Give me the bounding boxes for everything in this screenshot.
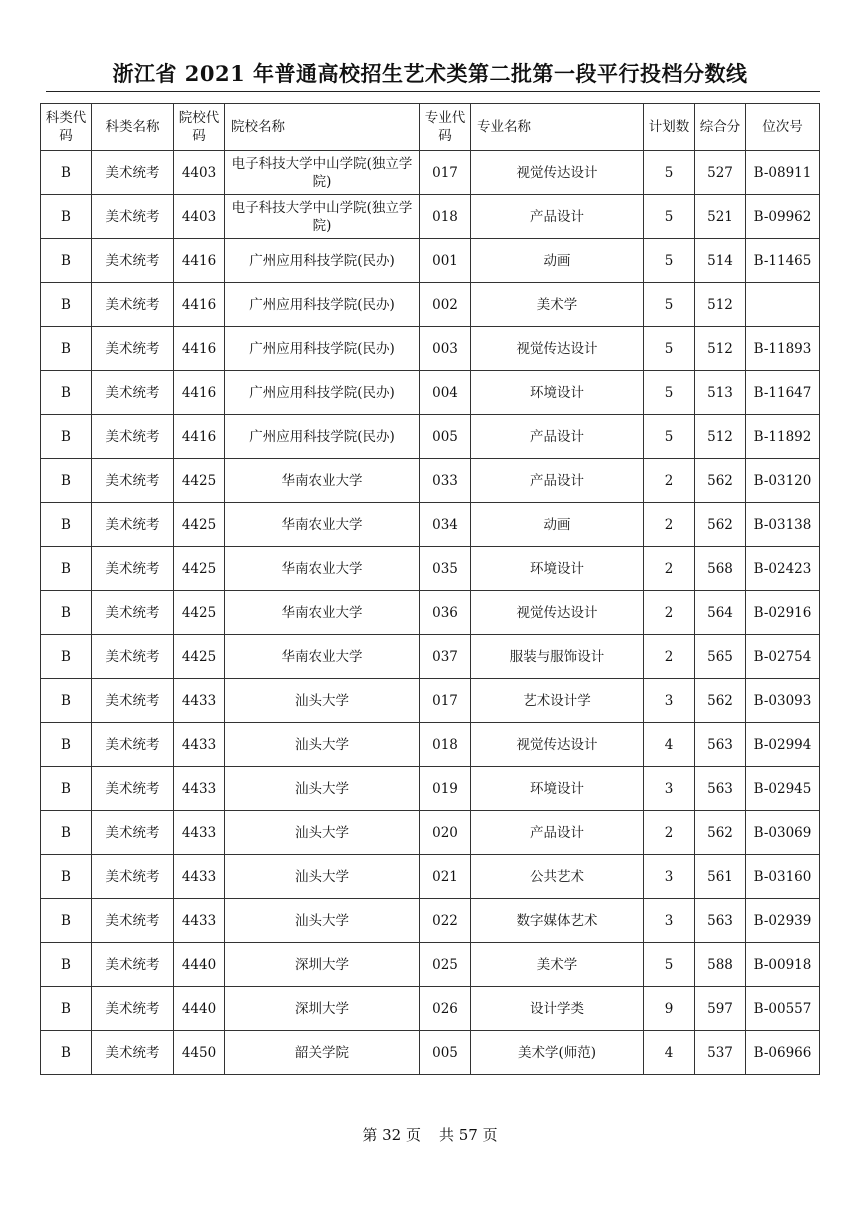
cell-school-name: 华南农业大学 bbox=[225, 459, 420, 503]
cell-major-code: 021 bbox=[420, 855, 471, 899]
cell-major-name: 艺术设计学 bbox=[471, 679, 644, 723]
cell-subject-code: B bbox=[41, 723, 92, 767]
cell-subject-code: B bbox=[41, 195, 92, 239]
cell-subject-name: 美术统考 bbox=[92, 591, 174, 635]
cell-school-name: 广州应用科技学院(民办) bbox=[225, 415, 420, 459]
page-number: 第 32 页 bbox=[362, 1126, 421, 1144]
page-total: 共 57 页 bbox=[439, 1126, 498, 1144]
table-row bbox=[41, 195, 820, 239]
cell-major-name: 产品设计 bbox=[471, 459, 644, 503]
cell-score: 562 bbox=[695, 503, 746, 547]
cell-major-name: 动画 bbox=[471, 239, 644, 283]
cell-plan: 5 bbox=[644, 283, 695, 327]
cell-plan: 3 bbox=[644, 855, 695, 899]
cell-subject-code: B bbox=[41, 767, 92, 811]
cell-subject-name: 美术统考 bbox=[92, 195, 174, 239]
cell-school-name: 广州应用科技学院(民办) bbox=[225, 371, 420, 415]
cell-major-code: 004 bbox=[420, 371, 471, 415]
header-score: 综合分 bbox=[695, 104, 746, 151]
table-row bbox=[41, 987, 820, 1031]
cell-school-code: 4425 bbox=[174, 459, 225, 503]
cell-subject-name: 美术统考 bbox=[92, 855, 174, 899]
cell-score: 512 bbox=[695, 415, 746, 459]
cell-major-name: 美术学 bbox=[471, 943, 644, 987]
cell-rank: B-08911 bbox=[746, 151, 820, 195]
table-body bbox=[41, 151, 820, 1075]
cell-major-name: 美术学 bbox=[471, 283, 644, 327]
cell-plan: 2 bbox=[644, 811, 695, 855]
cell-rank: B-09962 bbox=[746, 195, 820, 239]
page-title: 浙江省 2021 年普通高校招生艺术类第二批第一段平行投档分数线 bbox=[112, 61, 748, 86]
cell-major-name: 视觉传达设计 bbox=[471, 327, 644, 371]
cell-subject-code: B bbox=[41, 547, 92, 591]
header-subject-name: 科类名称 bbox=[92, 104, 174, 151]
table-row bbox=[41, 415, 820, 459]
cell-subject-code: B bbox=[41, 239, 92, 283]
cell-school-name: 深圳大学 bbox=[225, 943, 420, 987]
cell-plan: 3 bbox=[644, 679, 695, 723]
cell-rank: B-02754 bbox=[746, 635, 820, 679]
cell-plan: 2 bbox=[644, 591, 695, 635]
table-row bbox=[41, 1031, 820, 1075]
cell-major-name: 视觉传达设计 bbox=[471, 591, 644, 635]
cell-rank bbox=[746, 283, 820, 327]
header-major-code: 专业代码 bbox=[420, 104, 471, 151]
cell-rank: B-11893 bbox=[746, 327, 820, 371]
cell-plan: 5 bbox=[644, 239, 695, 283]
cell-school-code: 4416 bbox=[174, 239, 225, 283]
cell-plan: 5 bbox=[644, 371, 695, 415]
cell-subject-name: 美术统考 bbox=[92, 635, 174, 679]
cell-score: 562 bbox=[695, 811, 746, 855]
cell-rank: B-06966 bbox=[746, 1031, 820, 1075]
cell-rank: B-03160 bbox=[746, 855, 820, 899]
header-subject-code: 科类代码 bbox=[41, 104, 92, 151]
cell-plan: 5 bbox=[644, 151, 695, 195]
cell-school-code: 4425 bbox=[174, 591, 225, 635]
cell-school-name: 电子科技大学中山学院(独立学院) bbox=[225, 195, 420, 239]
table-row bbox=[41, 151, 820, 195]
cell-score: 514 bbox=[695, 239, 746, 283]
cell-rank: B-03138 bbox=[746, 503, 820, 547]
table-row bbox=[41, 591, 820, 635]
table-row bbox=[41, 723, 820, 767]
cell-plan: 5 bbox=[644, 327, 695, 371]
cell-rank: B-02916 bbox=[746, 591, 820, 635]
cell-subject-name: 美术统考 bbox=[92, 239, 174, 283]
cell-subject-code: B bbox=[41, 459, 92, 503]
cell-subject-code: B bbox=[41, 987, 92, 1031]
cell-major-code: 020 bbox=[420, 811, 471, 855]
cell-major-code: 037 bbox=[420, 635, 471, 679]
cell-major-code: 033 bbox=[420, 459, 471, 503]
cell-school-code: 4440 bbox=[174, 987, 225, 1031]
cell-school-code: 4433 bbox=[174, 679, 225, 723]
cell-score: 563 bbox=[695, 723, 746, 767]
table-row bbox=[41, 371, 820, 415]
header-school-code: 院校代码 bbox=[174, 104, 225, 151]
cell-score: 588 bbox=[695, 943, 746, 987]
score-table bbox=[40, 103, 820, 1075]
table-row bbox=[41, 239, 820, 283]
cell-subject-code: B bbox=[41, 415, 92, 459]
cell-major-code: 005 bbox=[420, 1031, 471, 1075]
cell-major-code: 019 bbox=[420, 767, 471, 811]
cell-rank: B-02945 bbox=[746, 767, 820, 811]
cell-school-code: 4425 bbox=[174, 503, 225, 547]
cell-school-name: 汕头大学 bbox=[225, 899, 420, 943]
cell-score: 562 bbox=[695, 459, 746, 503]
cell-school-code: 4416 bbox=[174, 283, 225, 327]
cell-score: 513 bbox=[695, 371, 746, 415]
cell-subject-name: 美术统考 bbox=[92, 283, 174, 327]
table-row bbox=[41, 547, 820, 591]
cell-major-code: 018 bbox=[420, 723, 471, 767]
table-row bbox=[41, 855, 820, 899]
cell-plan: 3 bbox=[644, 767, 695, 811]
cell-subject-code: B bbox=[41, 327, 92, 371]
cell-subject-name: 美术统考 bbox=[92, 327, 174, 371]
cell-subject-code: B bbox=[41, 283, 92, 327]
cell-school-name: 电子科技大学中山学院(独立学院) bbox=[225, 151, 420, 195]
table-row bbox=[41, 635, 820, 679]
cell-rank: B-00557 bbox=[746, 987, 820, 1031]
cell-school-name: 汕头大学 bbox=[225, 855, 420, 899]
cell-major-name: 环境设计 bbox=[471, 371, 644, 415]
cell-score: 527 bbox=[695, 151, 746, 195]
cell-rank: B-11892 bbox=[746, 415, 820, 459]
cell-subject-name: 美术统考 bbox=[92, 415, 174, 459]
table-row bbox=[41, 459, 820, 503]
cell-school-code: 4433 bbox=[174, 855, 225, 899]
cell-major-code: 005 bbox=[420, 415, 471, 459]
cell-subject-code: B bbox=[41, 371, 92, 415]
cell-major-code: 002 bbox=[420, 283, 471, 327]
cell-subject-code: B bbox=[41, 151, 92, 195]
cell-plan: 4 bbox=[644, 1031, 695, 1075]
cell-rank: B-02994 bbox=[746, 723, 820, 767]
cell-plan: 2 bbox=[644, 459, 695, 503]
cell-school-code: 4433 bbox=[174, 767, 225, 811]
cell-school-code: 4416 bbox=[174, 371, 225, 415]
cell-rank: B-02423 bbox=[746, 547, 820, 591]
cell-plan: 4 bbox=[644, 723, 695, 767]
cell-subject-code: B bbox=[41, 811, 92, 855]
cell-major-code: 001 bbox=[420, 239, 471, 283]
cell-rank: B-03069 bbox=[746, 811, 820, 855]
cell-major-name: 产品设计 bbox=[471, 811, 644, 855]
cell-rank: B-03120 bbox=[746, 459, 820, 503]
cell-rank: B-11465 bbox=[746, 239, 820, 283]
cell-subject-name: 美术统考 bbox=[92, 987, 174, 1031]
cell-major-name: 服装与服饰设计 bbox=[471, 635, 644, 679]
cell-school-name: 华南农业大学 bbox=[225, 503, 420, 547]
cell-subject-code: B bbox=[41, 503, 92, 547]
cell-major-code: 036 bbox=[420, 591, 471, 635]
cell-school-code: 4440 bbox=[174, 943, 225, 987]
cell-score: 521 bbox=[695, 195, 746, 239]
cell-rank: B-00918 bbox=[746, 943, 820, 987]
table-row bbox=[41, 943, 820, 987]
cell-subject-code: B bbox=[41, 635, 92, 679]
cell-major-code: 026 bbox=[420, 987, 471, 1031]
title-divider bbox=[46, 91, 820, 92]
cell-major-name: 环境设计 bbox=[471, 547, 644, 591]
page-footer bbox=[0, 1124, 860, 1145]
cell-subject-name: 美术统考 bbox=[92, 811, 174, 855]
cell-major-name: 环境设计 bbox=[471, 767, 644, 811]
cell-major-code: 017 bbox=[420, 151, 471, 195]
cell-subject-code: B bbox=[41, 943, 92, 987]
cell-score: 564 bbox=[695, 591, 746, 635]
table-row bbox=[41, 767, 820, 811]
cell-score: 563 bbox=[695, 767, 746, 811]
cell-school-code: 4416 bbox=[174, 327, 225, 371]
cell-school-code: 4403 bbox=[174, 151, 225, 195]
cell-plan: 9 bbox=[644, 987, 695, 1031]
cell-school-code: 4425 bbox=[174, 635, 225, 679]
cell-rank: B-03093 bbox=[746, 679, 820, 723]
cell-rank: B-11647 bbox=[746, 371, 820, 415]
cell-subject-code: B bbox=[41, 855, 92, 899]
cell-school-name: 深圳大学 bbox=[225, 987, 420, 1031]
cell-subject-name: 美术统考 bbox=[92, 151, 174, 195]
cell-plan: 5 bbox=[644, 943, 695, 987]
cell-major-code: 034 bbox=[420, 503, 471, 547]
cell-plan: 2 bbox=[644, 503, 695, 547]
cell-school-code: 4433 bbox=[174, 811, 225, 855]
cell-major-code: 022 bbox=[420, 899, 471, 943]
header-rank: 位次号 bbox=[746, 104, 820, 151]
cell-school-name: 汕头大学 bbox=[225, 811, 420, 855]
cell-score: 597 bbox=[695, 987, 746, 1031]
header-school-name: 院校名称 bbox=[225, 104, 420, 151]
cell-major-code: 035 bbox=[420, 547, 471, 591]
cell-school-code: 4403 bbox=[174, 195, 225, 239]
cell-subject-name: 美术统考 bbox=[92, 767, 174, 811]
cell-score: 565 bbox=[695, 635, 746, 679]
cell-subject-name: 美术统考 bbox=[92, 503, 174, 547]
cell-school-name: 广州应用科技学院(民办) bbox=[225, 327, 420, 371]
cell-major-name: 动画 bbox=[471, 503, 644, 547]
header-plan: 计划数 bbox=[644, 104, 695, 151]
cell-score: 512 bbox=[695, 327, 746, 371]
cell-school-name: 韶关学院 bbox=[225, 1031, 420, 1075]
cell-score: 537 bbox=[695, 1031, 746, 1075]
cell-school-name: 华南农业大学 bbox=[225, 635, 420, 679]
cell-major-name: 公共艺术 bbox=[471, 855, 644, 899]
cell-plan: 2 bbox=[644, 547, 695, 591]
cell-score: 512 bbox=[695, 283, 746, 327]
cell-major-name: 美术学(师范) bbox=[471, 1031, 644, 1075]
cell-school-code: 4433 bbox=[174, 899, 225, 943]
cell-subject-name: 美术统考 bbox=[92, 943, 174, 987]
cell-plan: 5 bbox=[644, 415, 695, 459]
cell-school-name: 广州应用科技学院(民办) bbox=[225, 283, 420, 327]
cell-school-code: 4416 bbox=[174, 415, 225, 459]
cell-major-name: 数字媒体艺术 bbox=[471, 899, 644, 943]
cell-score: 562 bbox=[695, 679, 746, 723]
cell-school-name: 汕头大学 bbox=[225, 679, 420, 723]
cell-school-code: 4433 bbox=[174, 723, 225, 767]
table-row bbox=[41, 327, 820, 371]
table-row bbox=[41, 899, 820, 943]
table-row bbox=[41, 503, 820, 547]
cell-school-name: 汕头大学 bbox=[225, 723, 420, 767]
header-major-name: 专业名称 bbox=[471, 104, 644, 151]
cell-subject-code: B bbox=[41, 679, 92, 723]
table-header-row bbox=[41, 104, 820, 151]
cell-school-code: 4425 bbox=[174, 547, 225, 591]
cell-score: 568 bbox=[695, 547, 746, 591]
cell-score: 563 bbox=[695, 899, 746, 943]
cell-subject-name: 美术统考 bbox=[92, 723, 174, 767]
cell-score: 561 bbox=[695, 855, 746, 899]
cell-school-code: 4450 bbox=[174, 1031, 225, 1075]
table-row bbox=[41, 811, 820, 855]
cell-subject-name: 美术统考 bbox=[92, 1031, 174, 1075]
cell-major-code: 018 bbox=[420, 195, 471, 239]
cell-subject-code: B bbox=[41, 1031, 92, 1075]
cell-major-code: 017 bbox=[420, 679, 471, 723]
cell-major-name: 视觉传达设计 bbox=[471, 151, 644, 195]
cell-plan: 3 bbox=[644, 899, 695, 943]
cell-major-name: 视觉传达设计 bbox=[471, 723, 644, 767]
cell-plan: 2 bbox=[644, 635, 695, 679]
cell-major-name: 设计学类 bbox=[471, 987, 644, 1031]
cell-subject-code: B bbox=[41, 899, 92, 943]
cell-school-name: 华南农业大学 bbox=[225, 591, 420, 635]
cell-major-name: 产品设计 bbox=[471, 415, 644, 459]
cell-school-name: 华南农业大学 bbox=[225, 547, 420, 591]
cell-rank: B-02939 bbox=[746, 899, 820, 943]
cell-major-code: 003 bbox=[420, 327, 471, 371]
cell-subject-name: 美术统考 bbox=[92, 547, 174, 591]
cell-subject-name: 美术统考 bbox=[92, 679, 174, 723]
cell-plan: 5 bbox=[644, 195, 695, 239]
cell-major-name: 产品设计 bbox=[471, 195, 644, 239]
cell-subject-code: B bbox=[41, 591, 92, 635]
cell-subject-name: 美术统考 bbox=[92, 459, 174, 503]
table-row bbox=[41, 283, 820, 327]
table-row bbox=[41, 679, 820, 723]
cell-school-name: 广州应用科技学院(民办) bbox=[225, 239, 420, 283]
cell-subject-name: 美术统考 bbox=[92, 371, 174, 415]
cell-major-code: 025 bbox=[420, 943, 471, 987]
cell-school-name: 汕头大学 bbox=[225, 767, 420, 811]
cell-subject-name: 美术统考 bbox=[92, 899, 174, 943]
